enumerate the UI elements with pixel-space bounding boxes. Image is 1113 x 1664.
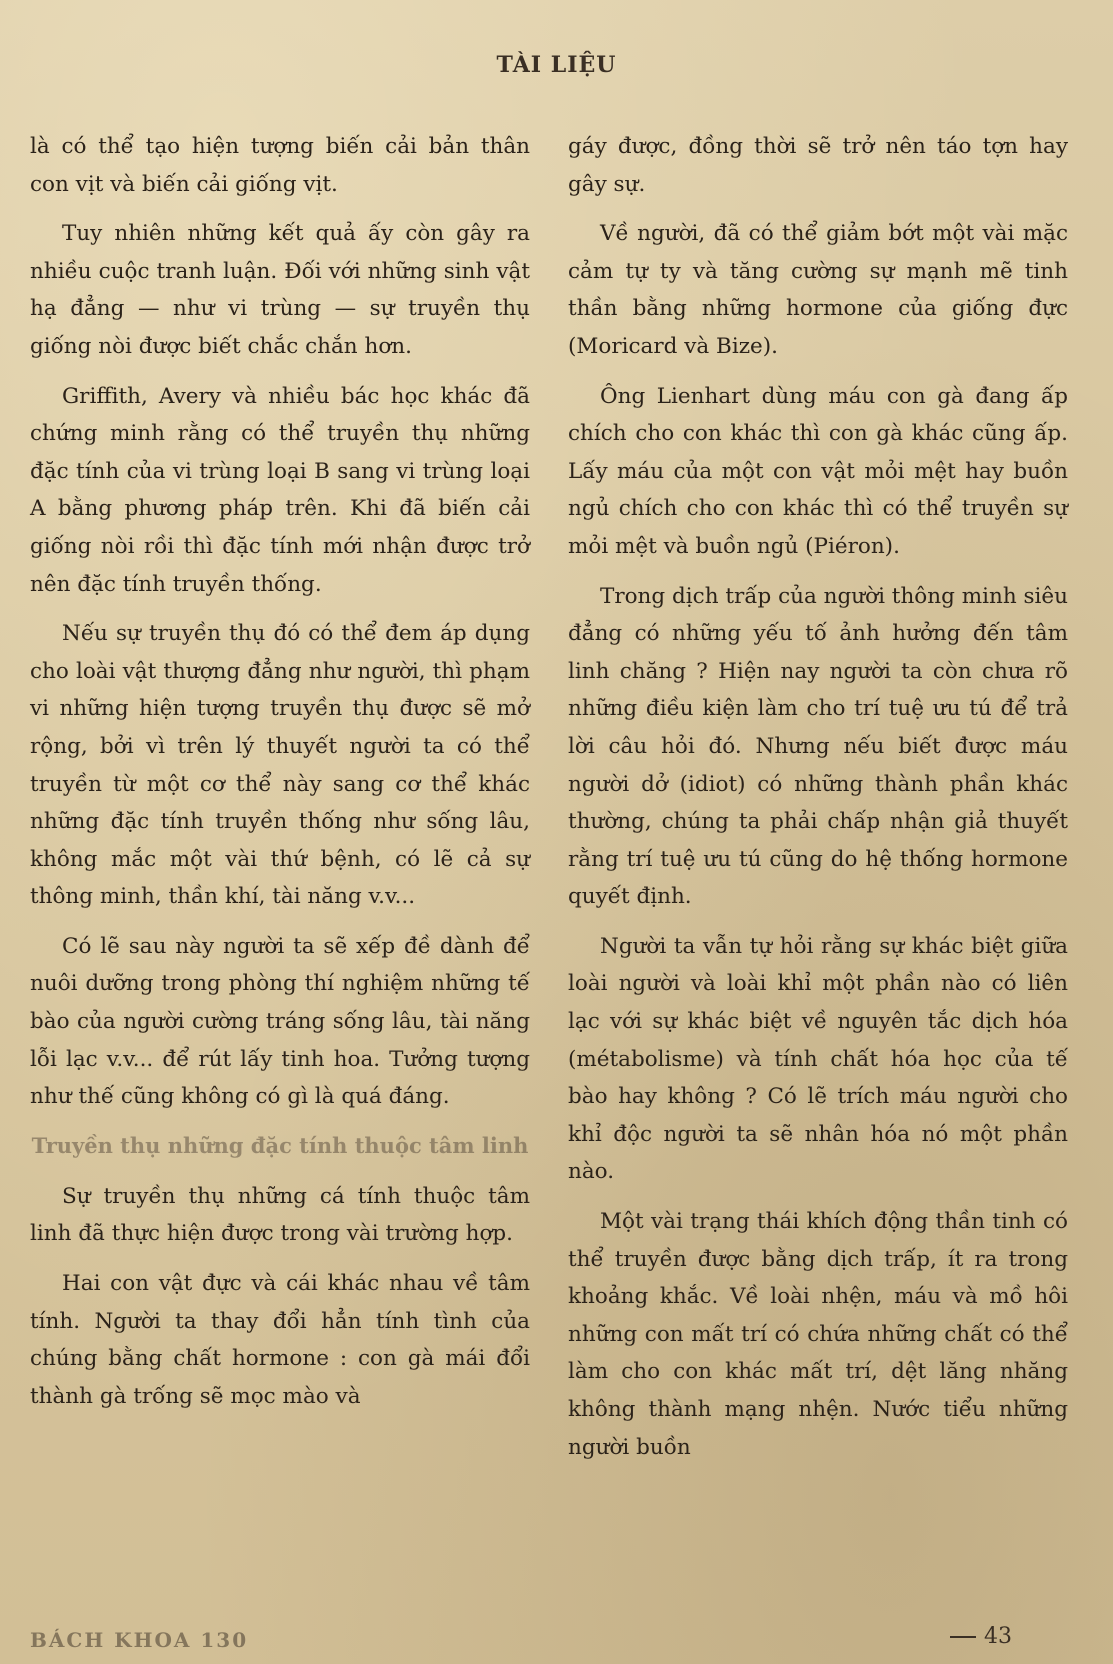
page-number xyxy=(950,1624,1012,1649)
left-column xyxy=(30,128,530,1427)
paragraph: Về người, đã có thể giảm bớt một vài mặc cảm tự ty và tăng cường sự mạnh mẽ tinh thần bằng những hormone của giống đực (Moricard và Bize). xyxy=(568,221,1068,359)
paragraph: Một vài trạng thái khích động thần tinh có thể truyền được bằng dịch trấp, ít ra trong khoảng khắc. Về loài nhện, máu và mồ hôi những con mất trí có chứa những chất có thể làm cho con khác mất trí, dệt lăng nhăng không thành mạng nhện. Nước tiểu những người buồn xyxy=(568,1209,1068,1460)
running-header: TÀI LIỆU xyxy=(496,52,617,78)
paragraph: Nếu sự truyền thụ đó có thể đem áp dụng cho loài vật thượng đẳng như người, thì phạm vi những hiện tượng truyền thụ được sẽ mở rộng, bởi vì trên lý thuyết người ta có thể truyền từ một cơ thể này sang cơ thể khác những đặc tính truyền thống như sống lâu, không mắc một vài thứ bệnh, có lẽ cả sự thông minh, thần khí, tài năng v.v... xyxy=(30,621,530,910)
paragraph: Sự truyền thụ những cá tính thuộc tâm linh đã thực hiện được trong vài trường hợp. xyxy=(30,1183,530,1247)
page-number-text: 43 xyxy=(984,1624,1012,1649)
paragraph: là có thể tạo hiện tượng biến cải bản thân con vịt và biến cải giống vịt. xyxy=(30,134,530,197)
paragraph: Hai con vật đực và cái khác nhau về tâm tính. Người ta thay đổi hẳn tính tình của chúng bằng chất hormone : con gà mái đổi thành gà trống sẽ mọc mào và xyxy=(30,1271,530,1409)
paragraph: Griffith, Avery và nhiều bác học khác đã chứng minh rằng có thể truyền thụ những đặc tính của vi trùng loại B sang vi trùng loại A bằng phương pháp trên. Khi đã biến cải giống nòi rồi thì đặc tính mới nhận được trở nên đặc tính truyền thống. xyxy=(30,383,530,597)
paragraph: Tuy nhiên những kết quả ấy còn gây ra nhiều cuộc tranh luận. Đối với những sinh vật hạ đẳng — như vi trùng — sự truyền thụ giống nòi được biết chắc chắn hơn. xyxy=(30,221,530,359)
section-heading: Truyền thụ những đặc tính thuộc tâm linh xyxy=(31,1132,529,1158)
footer-publication: BÁCH KHOA 130 xyxy=(30,1628,249,1652)
right-column xyxy=(568,128,1068,1478)
paragraph: Người ta vẫn tự hỏi rằng sự khác biệt giữa loài người và loài khỉ một phần nào có liên lạc với sự khác biệt về nguyên tắc dịch hóa (métabolisme) và tính chất hóa học của tế bào hay không ? Có lẽ trích máu người cho khỉ độc người ta sẽ nhân hóa nó một phần nào. xyxy=(568,933,1068,1185)
paragraph: Ông Lienhart dùng máu con gà đang ấp chích cho con khác thì con gà khác cũng ấp. Lấy máu của một con vật mỏi mệt hay buồn ngủ chích cho con khác thì có thể truyền sự mỏi mệt và buồn ngủ (Piéron). xyxy=(568,383,1068,559)
paragraph: Trong dịch trấp của người thông minh siêu đẳng có những yếu tố ảnh hưởng đến tâm linh chăng ? Hiện nay người ta còn chưa rõ những điều kiện làm cho trí tuệ ưu tú để trả lời câu hỏi đó. Nhưng nếu biết được máu người dở (idiot) có những thành phần khác thường, chúng ta phải chấp nhận giả thuyết rằng trí tuệ ưu tú cũng do hệ thống hormone quyết định. xyxy=(568,583,1068,910)
dash-rule xyxy=(950,1636,976,1638)
paragraph: Có lẽ sau này người ta sẽ xếp đề dành để nuôi dưỡng trong phòng thí nghiệm những tế bào của người cường tráng sống lâu, tài năng lỗi lạc v.v... để rút lấy tinh hoa. Tưởng tượng như thế cũng không có gì là quá đáng. xyxy=(30,933,530,1110)
paragraph: gáy được, đồng thời sẽ trở nên táo tợn hay gây sự. xyxy=(568,134,1068,197)
